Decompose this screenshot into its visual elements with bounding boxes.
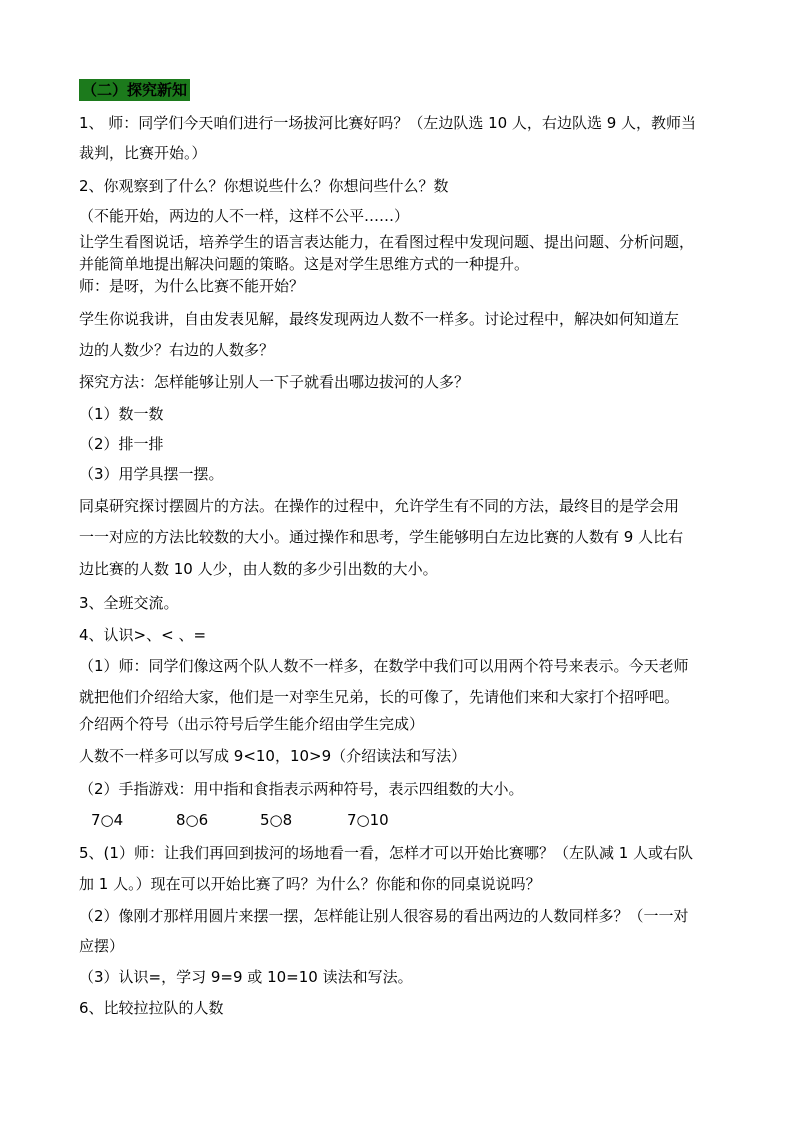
text-line: 2、你观察到了什么？你想说些什么？你想问些什么？数 [79, 177, 449, 195]
text-line: （2）手指游戏：用中指和食指表示两种符号，表示四组数的大小。 [79, 780, 524, 798]
text-line: 探究方法：怎样能够让别人一下子就看出哪边拔河的人多？ [79, 373, 470, 391]
comparison-item: 7○10 [347, 811, 389, 829]
text-line: 介绍两个符号（出示符号后学生能介绍由学生完成） [79, 715, 425, 733]
text-line: 1、 师：同学们今天咱们进行一场拔河比赛好吗？（左边队选 10 人，右边队选 9 人，教师当 [79, 114, 697, 132]
text-line: 4、认识>、< 、= [79, 626, 207, 644]
text-line: 同桌研究探讨摆圆片的方法。在操作的过程中，允许学生有不同的方法，最终目的是学会用 [79, 497, 680, 515]
text-line: 加 1 人。）现在可以开始比赛了吗？为什么？你能和你的同桌说说吗？ [79, 875, 541, 893]
comparison-item: 7○4 [91, 811, 124, 829]
text-line: 让学生看图说话，培养学生的语言表达能力，在看图过程中发现问题、提出问题、分析问题， [79, 233, 695, 251]
text-line: 应摆） [79, 937, 125, 955]
text-line: 学生你说我讲，自由发表见解，最终发现两边人数不一样多。讨论过程中，解决如何知道左 [79, 310, 680, 328]
text-line: （1）数一数 [79, 405, 164, 423]
comparison-item: 8○6 [176, 811, 209, 829]
text-line: 6、比较拉拉队的人数 [79, 999, 224, 1017]
text-line: （1）师：同学们像这两个队人数不一样多，在数学中我们可以用两个符号来表示。今天老师 [79, 657, 689, 675]
text-line: 就把他们介绍给大家，他们是一对孪生兄弟，长的可像了，先请他们来和大家打个招呼吧。 [79, 688, 680, 706]
text-line: 裁判，比赛开始。） [79, 144, 207, 162]
text-line: 边的人数少？右边的人数多？ [79, 341, 275, 359]
section-heading: （二）探究新知 [79, 79, 190, 101]
text-line: 并能简单地提出解决问题的策略。这是对学生思维方式的一种提升。 [79, 255, 530, 273]
text-line: （3）用学具摆一摆。 [79, 465, 224, 483]
text-line: 3、全班交流。 [79, 594, 179, 612]
text-line: 一一对应的方法比较数的大小。通过操作和思考，学生能够明白左边比赛的人数有 9 人比右 [79, 528, 684, 546]
text-line: （2）排一排 [79, 435, 164, 453]
text-line: （2）像刚才那样用圆片来摆一摆，怎样能让别人很容易的看出两边的人数同样多？（一一对 [79, 907, 689, 925]
text-line: 边比赛的人数 10 人少，由人数的多少引出数的大小。 [79, 560, 438, 578]
text-line: （3）认识=，学习 9=9 或 10=10 读法和写法。 [79, 968, 413, 986]
text-line: 5、(1）师：让我们再回到拔河的场地看一看，怎样才可以开始比赛哪？（左队减 1 人或右队 [79, 844, 694, 862]
comparison-item: 5○8 [260, 811, 293, 829]
text-line: （不能开始，两边的人不一样，这样不公平……） [79, 207, 410, 225]
text-line: 师：是呀，为什么比赛不能开始？ [79, 277, 305, 295]
text-line: 人数不一样多可以写成 9<10，10>9（介绍读法和写法） [79, 747, 467, 765]
